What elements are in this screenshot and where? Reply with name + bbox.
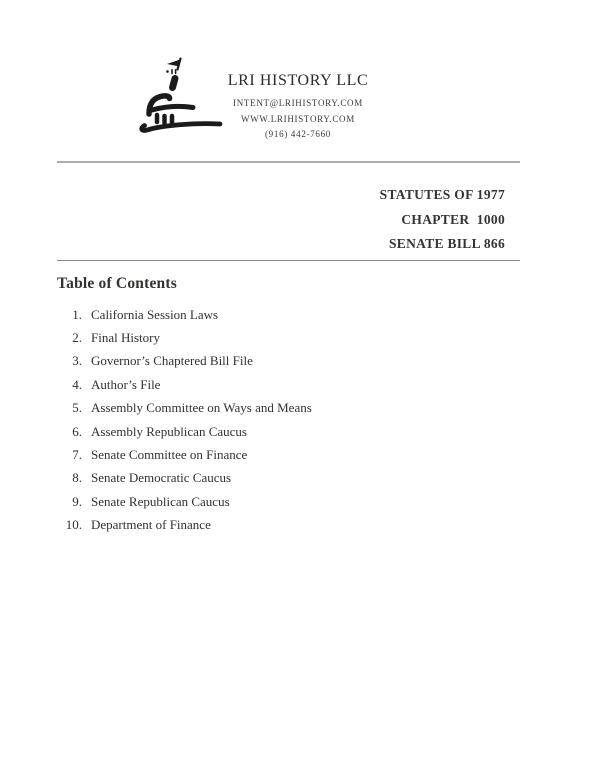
company-website: WWW.LRIHISTORY.COM <box>241 113 355 124</box>
statutes-line: STATUTES OF 1977 <box>379 187 505 202</box>
toc-item-label: Senate Committee on Finance <box>91 447 248 463</box>
toc-item <box>40 490 460 513</box>
toc-item-number: 10. <box>65 517 82 533</box>
toc-item <box>40 397 460 420</box>
toc-item-number: 2. <box>72 330 82 346</box>
toc-item-label: Author’s File <box>91 376 161 392</box>
toc-item <box>40 350 460 373</box>
toc-item-label: Assembly Republican Caucus <box>91 423 247 439</box>
toc-item <box>40 443 460 466</box>
senate-bill-line: SENATE BILL 866 <box>388 236 505 251</box>
toc-item-number: 9. <box>72 493 82 509</box>
toc-item-number: 7. <box>72 447 82 463</box>
chapter-line: CHAPTER 1000 <box>401 211 505 227</box>
company-email: INTENT@LRIHISTORY.COM <box>233 98 363 108</box>
toc-item-number: 4. <box>72 376 82 392</box>
toc-item-number: 5. <box>72 400 82 416</box>
toc-item-label: Governor’s Chaptered Bill File <box>91 353 253 369</box>
toc-item <box>40 303 460 326</box>
toc-item-label: Final History <box>91 330 160 346</box>
toc-item-number: 1. <box>72 306 82 322</box>
company-name: LRI HISTORY LLC <box>227 72 369 89</box>
horizontal-rule-top <box>57 161 520 163</box>
toc-item-number: 3. <box>72 353 82 369</box>
toc-item-label: Senate Republican Caucus <box>91 493 230 509</box>
toc-item-label: California Session Laws <box>91 306 219 322</box>
toc-item-label: Department of Finance <box>91 517 211 533</box>
toc-item <box>40 373 460 396</box>
letterhead <box>198 70 398 143</box>
toc-item <box>40 467 460 490</box>
toc-item-label: Senate Democratic Caucus <box>91 470 232 486</box>
company-phone: (916) 442-7660 <box>264 129 332 139</box>
toc-title: Table of Contents <box>57 275 177 292</box>
toc-item-number: 8. <box>72 470 82 486</box>
statute-reference <box>300 183 505 257</box>
toc-item-number: 6. <box>72 423 82 439</box>
toc-item <box>40 326 460 349</box>
horizontal-rule-bottom <box>57 260 520 261</box>
toc-item <box>40 514 460 537</box>
toc-item-label: Assembly Committee on Ways and Means <box>91 400 312 416</box>
toc-item <box>40 420 460 443</box>
toc-list <box>40 303 460 537</box>
